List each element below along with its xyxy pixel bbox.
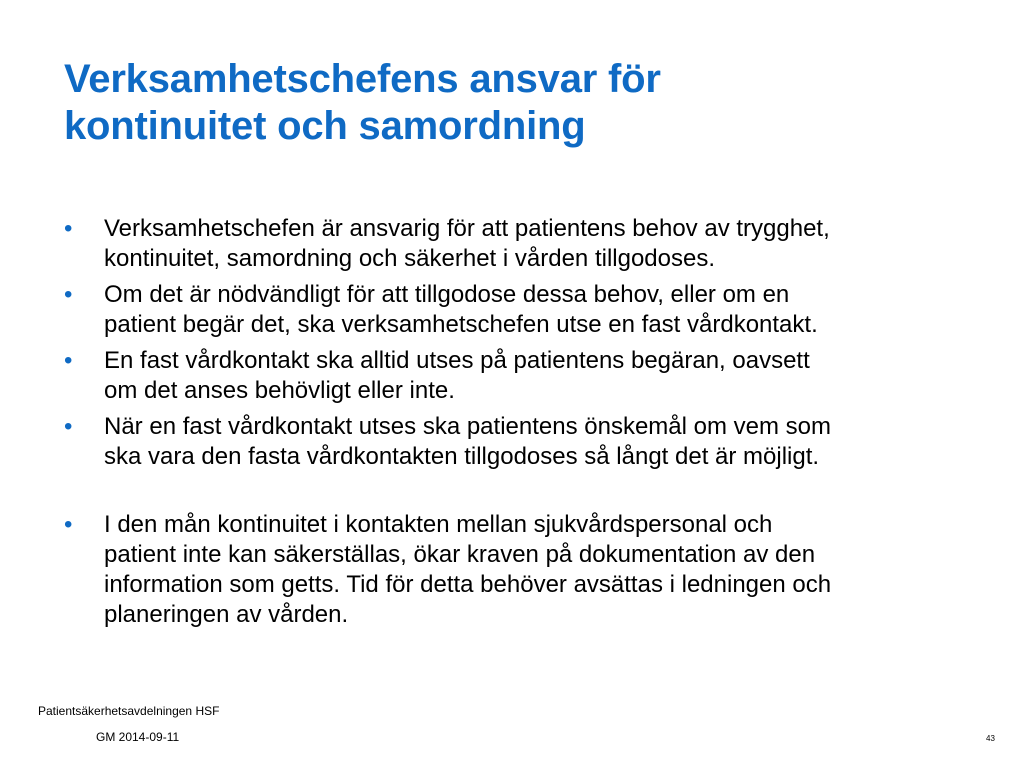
bullet-dot-icon: • bbox=[64, 413, 73, 440]
bullet-text-line: Verksamhetschefen är ansvarig för att patientens behov av trygghet, bbox=[104, 215, 830, 242]
bullet-text-line: I den mån kontinuitet i kontakten mellan sjukvårdspersonal och bbox=[104, 511, 773, 538]
slide-title bbox=[64, 56, 964, 150]
bullet-text-line: planeringen av vården. bbox=[104, 601, 349, 628]
slide-title-line-1: Verksamhetschefens ansvar för bbox=[64, 57, 661, 101]
bullet-text-line: patient begär det, ska verksamhetschefen utse en fast vårdkontakt. bbox=[104, 311, 818, 338]
bullet-item bbox=[64, 510, 984, 630]
bullet-text-line: patient inte kan säkerställas, ökar kraven på dokumentation av den bbox=[104, 541, 816, 568]
bullet-text-line: ska vara den fasta vårdkontakten tillgodoses så långt det är möjligt. bbox=[104, 443, 820, 470]
bullet-text-line: När en fast vårdkontakt utses ska patientens önskemål om vem som bbox=[104, 413, 831, 440]
slide-title-line-2: kontinuitet och samordning bbox=[64, 104, 586, 148]
bullet-item bbox=[64, 214, 984, 274]
bullet-text-line: En fast vårdkontakt ska alltid utses på patientens begäran, oavsett bbox=[104, 347, 810, 374]
bullet-item bbox=[64, 412, 984, 472]
bullet-list bbox=[64, 214, 984, 636]
bullet-text-line: kontinuitet, samordning och säkerhet i vården tillgodoses. bbox=[104, 245, 716, 272]
bullet-dot-icon: • bbox=[64, 215, 73, 242]
bullet-text-line: Om det är nödvändligt för att tillgodose dessa behov, eller om en bbox=[104, 281, 790, 308]
bullet-dot-icon: • bbox=[64, 281, 73, 308]
footer-organization: Patientsäkerhetsavdelningen HSF bbox=[38, 704, 220, 718]
bullet-text-line: information som getts. Tid för detta behöver avsättas i ledningen och bbox=[104, 571, 832, 598]
bullet-item bbox=[64, 346, 984, 406]
bullet-text bbox=[104, 510, 984, 630]
bullet-text bbox=[104, 214, 984, 274]
bullet-dot-icon: • bbox=[64, 347, 73, 374]
bullet-dot-icon: • bbox=[64, 511, 73, 538]
bullet-text bbox=[104, 346, 984, 406]
bullet-text bbox=[104, 412, 984, 472]
bullet-text-line: om det anses behövligt eller inte. bbox=[104, 377, 455, 404]
page-number: 43 bbox=[986, 734, 995, 743]
bullet-item bbox=[64, 280, 984, 340]
bullet-text bbox=[104, 280, 984, 340]
footer-date: GM 2014-09-11 bbox=[96, 730, 180, 744]
